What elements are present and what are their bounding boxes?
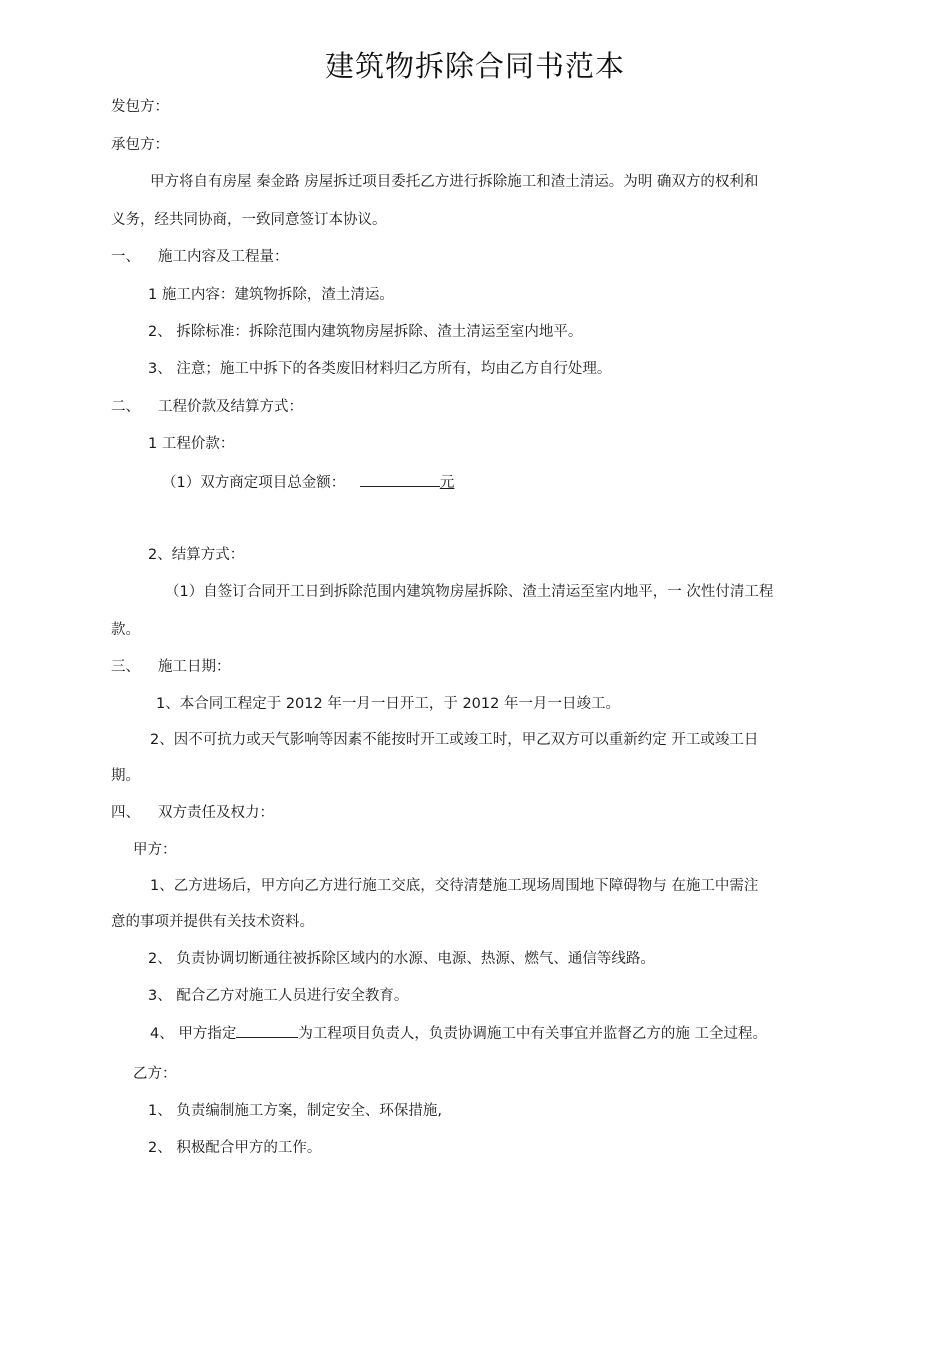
document-title: 建筑物拆除合同书范本 xyxy=(324,49,625,83)
party-a-item2: 2、 负责协调切断通往被拆除区域内的水源、电源、热源、燃气、通信等线路。 xyxy=(148,951,655,967)
party-a-item4 xyxy=(150,1023,767,1044)
section1-item3: 3、 注意；施工中拆下的各类废旧材料归乙方所有，均由乙方自行处理。 xyxy=(148,361,612,377)
section2-sub2: 2、结算方式： xyxy=(148,547,245,563)
section4-number: 四、 xyxy=(111,805,140,821)
party-a-item1-line2: 意的事项并提供有关技术资料。 xyxy=(111,914,314,930)
settlement-line1: （1）自签订合同开工日到拆除范围内建筑物房屋拆除、渣土清运至室内地平，一 次性付清工程 xyxy=(165,584,774,600)
amount-label: （1）双方商定项目总金额： xyxy=(162,475,346,491)
section4-heading: 双方责任及权力： xyxy=(158,805,274,821)
section2-number: 二、 xyxy=(111,399,140,415)
section3-item2-line1: 2、因不可抗力或天气影响等因素不能按时开工或竣工时，甲乙双方可以重新约定 开工或竣工日 xyxy=(150,732,759,748)
party-b-item2: 2、 积极配合甲方的工作。 xyxy=(148,1140,322,1156)
party-a-label: 发包方： xyxy=(111,99,169,115)
section3-heading: 施工日期： xyxy=(158,659,231,675)
amount-blank xyxy=(360,472,440,487)
section2-sub1: 1 工程价款： xyxy=(148,436,235,452)
amount-unit: 元 xyxy=(439,475,455,491)
responsible-person-blank xyxy=(236,1023,298,1038)
intro-paragraph-line1: 甲方将自有房屋 秦金路 房屋拆迁项目委托乙方进行拆除施工和渣土清运。为明 确双方的权利和 xyxy=(150,174,759,190)
party-b-heading: 乙方： xyxy=(133,1066,177,1082)
party-a-item4-suffix: 为工程项目负责人，负责协调施工中有关事宜并监督乙方的施 工全过程。 xyxy=(298,1026,767,1042)
party-a-item1-line1: 1、乙方进场后，甲方向乙方进行施工交底，交待清楚施工现场周围地下障碍物与 在施工中需注 xyxy=(150,878,759,894)
section2-heading: 工程价款及结算方式： xyxy=(158,399,303,415)
party-a-heading: 甲方： xyxy=(133,842,177,858)
settlement-line2: 款。 xyxy=(111,622,140,638)
section1-item2: 2、 拆除标准：拆除范围内建筑物房屋拆除、渣土清运至室内地平。 xyxy=(148,324,583,340)
intro-paragraph-line2: 义务，经共同协商，一致同意签订本协议。 xyxy=(111,212,387,228)
party-b-item1: 1、 负责编制施工方案，制定安全、环保措施, xyxy=(148,1103,442,1119)
party-a-item3: 3、 配合乙方对施工人员进行安全教育。 xyxy=(148,988,409,1004)
amount-row xyxy=(162,472,454,493)
section3-item2-line2: 期。 xyxy=(111,768,140,784)
party-b-label: 承包方： xyxy=(111,137,169,153)
section3-number: 三、 xyxy=(111,659,140,675)
section1-item1: 1 施工内容：建筑物拆除，渣土清运。 xyxy=(148,287,394,303)
section1-heading: 施工内容及工程量： xyxy=(158,249,289,265)
party-a-item4-prefix: 4、 甲方指定 xyxy=(150,1026,237,1042)
section1-number: 一、 xyxy=(111,249,140,265)
section3-item1: 1、本合同工程定于 2012 年一月一日开工，于 2012 年一月一日竣工。 xyxy=(156,696,620,712)
